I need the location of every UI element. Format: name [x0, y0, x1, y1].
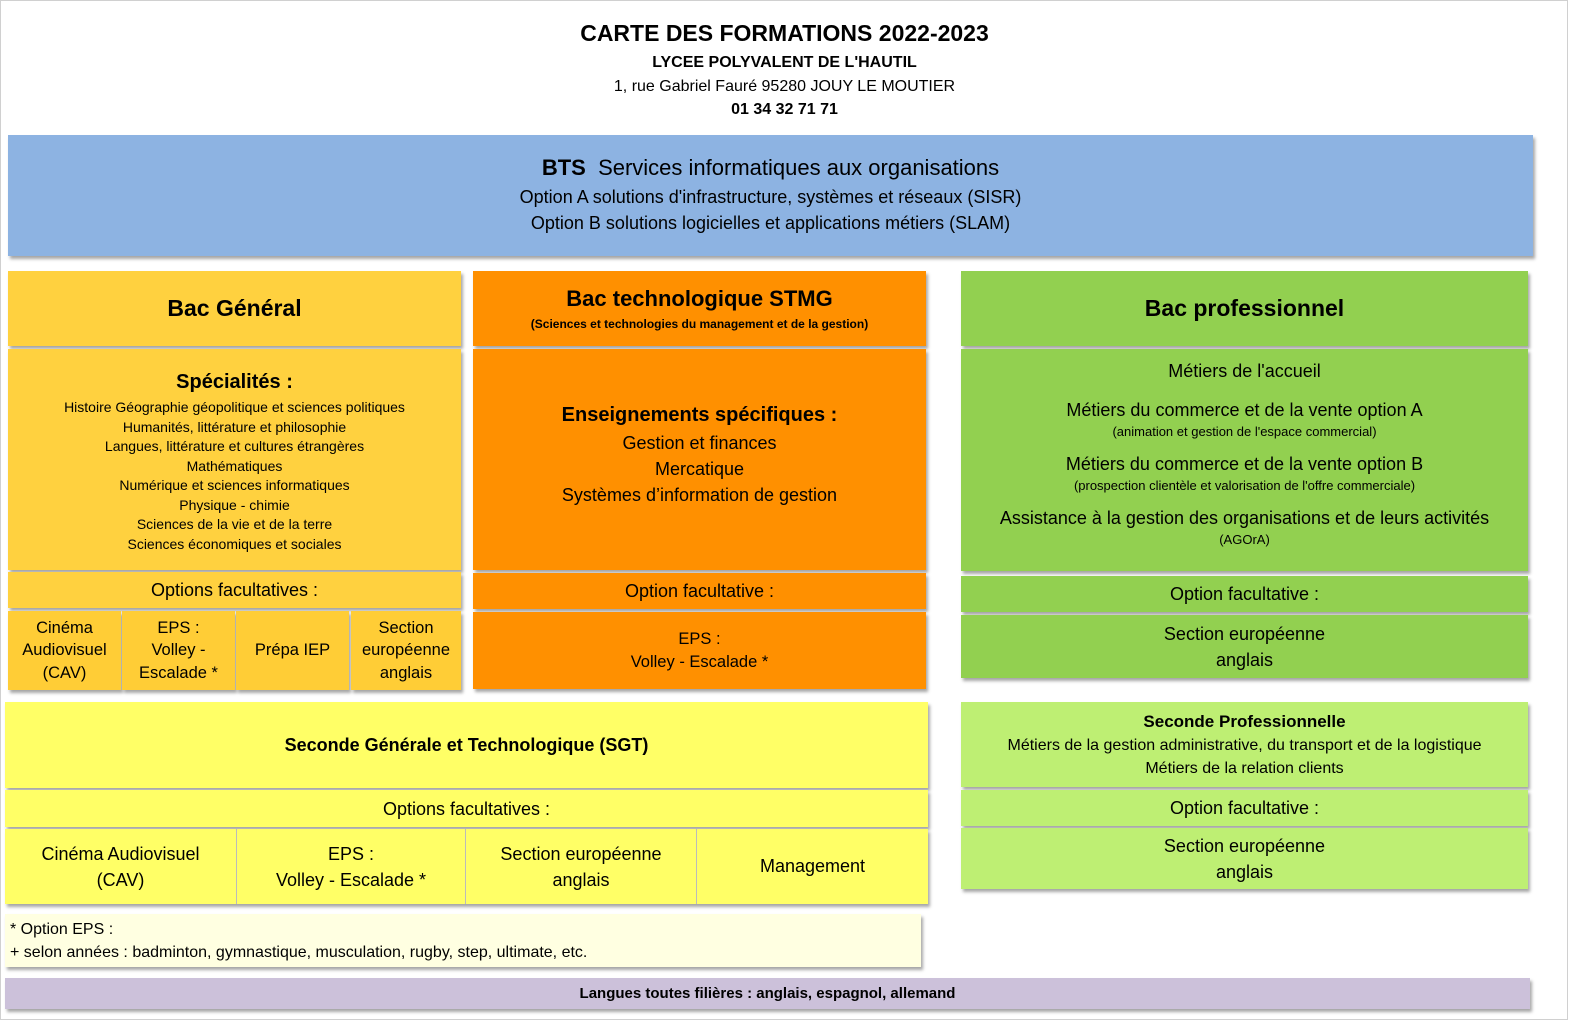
option-line: Section européenne	[1163, 623, 1326, 644]
metier-commerce-b-detail: (prospection clientèle et valorisation de l'offre commerciale)	[1073, 478, 1416, 493]
bac-pro-option-section	[961, 615, 1528, 678]
sgt-title: Seconde Générale et Technologique (SGT)	[284, 734, 649, 755]
sgt-option-section	[465, 829, 696, 904]
sgt-options-row	[5, 829, 928, 904]
sgt-option-eps	[236, 829, 465, 904]
bac-general-option-cav	[8, 611, 121, 690]
bac-stmg-option-title: Option facultative :	[624, 581, 775, 601]
sgt-option-cav	[5, 829, 236, 904]
bac-stmg-title: Bac technologique STMG	[566, 286, 833, 311]
bts-prefix: BTS	[541, 155, 586, 180]
option-line: Volley - Escalade *	[275, 869, 427, 890]
sgt-title-box	[5, 702, 928, 788]
option-line: Cinéma	[36, 618, 93, 637]
bac-pro-option-title-box	[961, 576, 1528, 612]
bac-pro-title-box	[961, 271, 1528, 346]
seconde-pro-line1: Métiers de la gestion administrative, du transport et de la logistique	[1007, 736, 1482, 754]
specialite-item: Numérique et sciences informatiques	[119, 477, 350, 493]
bac-general-options-title: Options facultatives :	[150, 580, 319, 600]
enseignements-title: Enseignements spécifiques :	[561, 404, 838, 426]
bac-stmg-enseignements-box	[473, 349, 926, 570]
enseignement-item: Gestion et finances	[622, 433, 777, 453]
option-line: (CAV)	[42, 663, 87, 682]
specialite-item: Mathématiques	[186, 457, 283, 474]
bac-pro-metiers-box	[961, 349, 1528, 571]
metier-agora-detail: (AGOrA)	[1219, 532, 1270, 547]
bac-general-option-iep	[236, 611, 349, 690]
option-line: Audiovisuel	[22, 641, 107, 660]
bac-general-option-section	[351, 611, 461, 690]
eps-note-line1: * Option EPS :	[10, 920, 114, 938]
specialite-item: Physique - chimie	[179, 496, 290, 513]
option-line: anglais	[1215, 649, 1274, 670]
languages-text: Langues toutes filières : anglais, espagnol, allemand	[579, 985, 956, 1002]
bac-pro-title: Bac professionnel	[1144, 295, 1345, 321]
bac-general-specialites-box	[8, 349, 461, 570]
bac-stmg-title-box	[473, 271, 926, 346]
specialites-title: Spécialités :	[176, 371, 293, 393]
specialite-item: Humanités, littérature et philosophie	[122, 418, 347, 435]
option-line: Section européenne	[500, 843, 662, 864]
specialite-item: Sciences économiques et sociales	[127, 535, 342, 552]
languages-box	[5, 978, 1530, 1009]
bac-general-title-box	[8, 271, 461, 346]
enseignement-item: Mercatique	[654, 459, 745, 479]
option-line: anglais	[379, 663, 433, 682]
option-line: Volley -	[151, 641, 206, 660]
option-line: Management	[759, 856, 866, 876]
specialite-item: Langues, littérature et cultures étrangères	[104, 438, 365, 454]
option-line: Section	[378, 618, 434, 637]
metier-commerce-b: Métiers du commerce et de la vente option B	[1065, 454, 1424, 474]
eps-note-line2: + selon années : badminton, gymnastique, musculation, rugby, step, ultimate, etc.	[10, 943, 588, 961]
option-line: Cinéma Audiovisuel	[41, 843, 200, 864]
sgt-option-management	[696, 829, 928, 904]
option-line: anglais	[1215, 861, 1274, 882]
specialite-item: Histoire Géographie géopolitique et sciences politiques	[64, 399, 405, 415]
option-line: (CAV)	[96, 869, 145, 890]
option-line: EPS :	[327, 843, 375, 864]
option-line: Section européenne	[1163, 835, 1326, 856]
bts-title	[542, 155, 999, 181]
seconde-pro-option-section	[961, 828, 1528, 889]
school-address: 1, rue Gabriel Fauré 95280 JOUY LE MOUTIER	[613, 78, 956, 95]
bac-general-options-title-box	[8, 572, 461, 608]
page-title: CARTE DES FORMATIONS 2022-2023	[580, 20, 989, 46]
bts-option-b: Option B solutions logicielles et applications métiers (SLAM)	[530, 213, 1011, 233]
sgt-options-title: Options facultatives :	[382, 798, 551, 819]
option-line: Volley - Escalade *	[630, 652, 769, 671]
seconde-pro-option-title: Option facultative :	[1169, 798, 1320, 818]
bac-general-title: Bac Général	[167, 295, 302, 321]
school-phone: 01 34 32 71 71	[731, 101, 838, 118]
bac-stmg-subtitle: (Sciences et technologies du management et de la gestion)	[530, 317, 869, 331]
metier-agora: Assistance à la gestion des organisations et de leurs activités	[999, 508, 1490, 528]
option-line: Prépa IEP	[254, 641, 331, 659]
sgt-options-title-box	[5, 790, 928, 827]
enseignement-item: Systèmes d’information de gestion	[561, 485, 838, 505]
bts-box	[8, 135, 1533, 256]
option-line: européenne	[361, 641, 451, 660]
seconde-pro-option-title-box	[961, 790, 1528, 826]
option-line: Escalade *	[139, 663, 218, 682]
school-name: LYCEE POLYVALENT DE L'HAUTIL	[652, 54, 917, 71]
seconde-pro-box	[961, 702, 1528, 787]
metier-accueil: Métiers de l'accueil	[1168, 361, 1321, 381]
bts-option-a: Option A solutions d'infrastructure, systèmes et réseaux (SISR)	[519, 187, 1022, 207]
specialite-item: Sciences de la vie et de la terre	[136, 516, 333, 532]
metier-commerce-a: Métiers du commerce et de la vente option A	[1066, 400, 1423, 420]
option-line: anglais	[552, 869, 610, 890]
bac-pro-option-title: Option facultative :	[1169, 584, 1320, 604]
seconde-pro-line2: Métiers de la relation clients	[1145, 759, 1344, 777]
bac-general-option-eps	[122, 611, 235, 690]
option-line: EPS :	[678, 629, 721, 648]
seconde-pro-title: Seconde Professionnelle	[1143, 711, 1346, 731]
bts-name: Services informatiques aux organisations	[598, 155, 1000, 180]
eps-note-box	[5, 914, 921, 967]
metier-commerce-a-detail: (animation et gestion de l'espace commercial)	[1112, 424, 1377, 439]
option-line: EPS :	[157, 618, 200, 637]
bac-stmg-option-eps	[473, 612, 926, 689]
bac-stmg-option-title-box	[473, 573, 926, 609]
